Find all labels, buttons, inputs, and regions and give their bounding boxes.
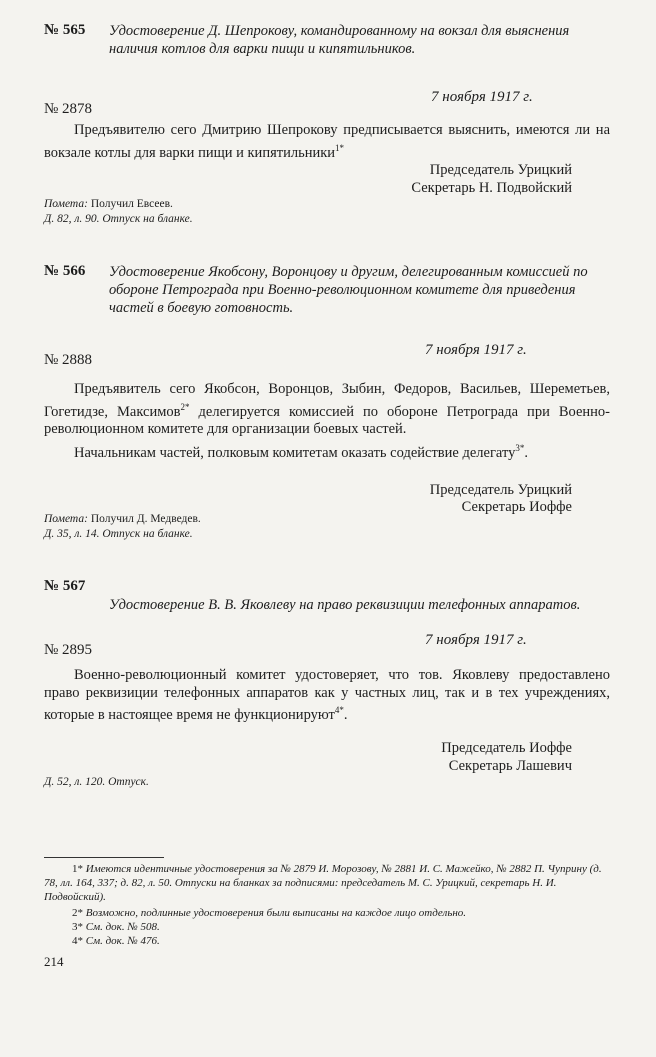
doc-566-body-text-cont: делегируется комиссией по обороне Петрограда при Военно-революционном комитете для организации боевых частей. <box>44 403 610 437</box>
doc-565-body <box>44 122 610 162</box>
doc-565-body-text: Предъявителю сего Дмитрию Шепрокову предписывается выяснить, имеются ли на вокзале котлы для варки пищи и кипятильники <box>44 122 610 161</box>
doc-566-body2-end: . <box>524 444 528 461</box>
doc-567-archive-ref: Д. 52, л. 120. Отпуск. <box>44 776 149 788</box>
footnote-2-text: Возможно, подлинные удостоверения были выписаны на каждое лицо отдельно. <box>85 907 467 919</box>
doc-567-signature-secretary: Секретарь Лашевич <box>448 758 572 774</box>
doc-567-body-text: Военно-революционный комитет удостоверяет, что тов. Яковлеву предоставлено право реквизиции телефонных аппаратов как у частных лиц, так и в тех учреждениях, которые в настоящее время не функционируют <box>44 667 610 723</box>
footnote-ref-4: 4* <box>334 705 344 715</box>
doc-567-date: 7 ноября 1917 г. <box>425 632 527 648</box>
doc-566-reg-number: № 2888 <box>44 352 93 368</box>
doc-566-number: № 566 <box>44 263 86 279</box>
footnote-4-text: См. док. № 476. <box>85 935 160 947</box>
doc-567-number: № 567 <box>44 578 86 594</box>
footnote-3-text: См. док. № 508. <box>85 921 160 933</box>
note-label: Помета: <box>44 198 88 210</box>
doc-565-reg-number: № 2878 <box>44 101 93 117</box>
doc-566-signature-chairman: Председатель Урицкий <box>429 482 572 498</box>
doc-567-body <box>44 667 610 724</box>
doc-565-signature-secretary: Секретарь Н. Подвойский <box>411 180 572 196</box>
footnote-1-mark: 1* <box>72 863 83 875</box>
footnote-ref-1: 1* <box>335 142 345 153</box>
footnote-3-mark: 3* <box>72 921 83 933</box>
note-text: Получил Евсеев. <box>90 198 173 210</box>
page-number: 214 <box>44 954 64 969</box>
footnote-2 <box>44 906 610 920</box>
footnote-3 <box>44 920 610 934</box>
footnote-1-text: Имеются идентичные удостоверения за № 2879 И. Морозову, № 2881 И. С. Мажейко, № 2882 П. Чуприну (д. 78, лл. 164, 337; д. 82, л. 50. Отпуски на бланках за подписями: председатель М. С. Урицкий, секретарь Н. И. Подвойский). <box>44 863 602 903</box>
doc-566-date: 7 ноября 1917 г. <box>425 342 527 358</box>
footnote-4-mark: 4* <box>72 935 83 947</box>
doc-566-body <box>44 381 610 438</box>
doc-567-title: Удостоверение В. В. Яковлеву на право реквизиции телефонных аппаратов. <box>109 597 581 613</box>
doc-566-archive-ref: Д. 35, л. 14. Отпуск на бланке. <box>44 528 193 540</box>
doc-567-reg-number: № 2895 <box>44 642 93 658</box>
footnote-2-mark: 2* <box>72 907 83 919</box>
footnote-4 <box>44 934 610 948</box>
footnote-ref-3: 3* <box>515 443 525 453</box>
doc-565-signature-chairman: Председатель Урицкий <box>429 162 572 178</box>
doc-566-signature-secretary: Секретарь Иоффе <box>461 499 572 515</box>
doc-567-body-end: . <box>343 706 348 723</box>
footnote-divider <box>44 857 164 858</box>
doc-565-title: Удостоверение Д. Шепрокову, командированному на вокзал для выяснения наличия котлов для варки пищи и кипятильников. <box>109 23 570 57</box>
doc-565-date: 7 ноября 1917 г. <box>431 89 533 105</box>
doc-566-body2-text: Начальникам частей, полковым комитетам оказать содействие делегату <box>74 444 516 461</box>
doc-565-archive-ref: Д. 82, л. 90. Отпуск на бланке. <box>44 213 193 225</box>
doc-566-body-text: Предъявитель сего Якобсон, Воронцов, Зыбин, Федоров, Васильев, Шереметьев, Гогетидзе, Максимов <box>44 381 610 420</box>
footnote-1 <box>44 862 610 904</box>
doc-566-note <box>44 513 201 525</box>
note-text: Получил Д. Медведев. <box>90 513 201 525</box>
doc-565-note <box>44 198 173 210</box>
footnote-ref-2: 2* <box>180 401 190 412</box>
note-label: Помета: <box>44 513 88 525</box>
doc-566-title: Удостоверение Якобсону, Воронцову и другим, делегированным комиссией по обороне Петрограда при Военно-революционном комитете для приведения частей в боевую готовность. <box>109 264 588 316</box>
doc-567-signature-chairman: Председатель Иоффе <box>441 740 572 756</box>
doc-565-number: № 565 <box>44 22 86 38</box>
doc-566-body-2 <box>44 440 610 462</box>
